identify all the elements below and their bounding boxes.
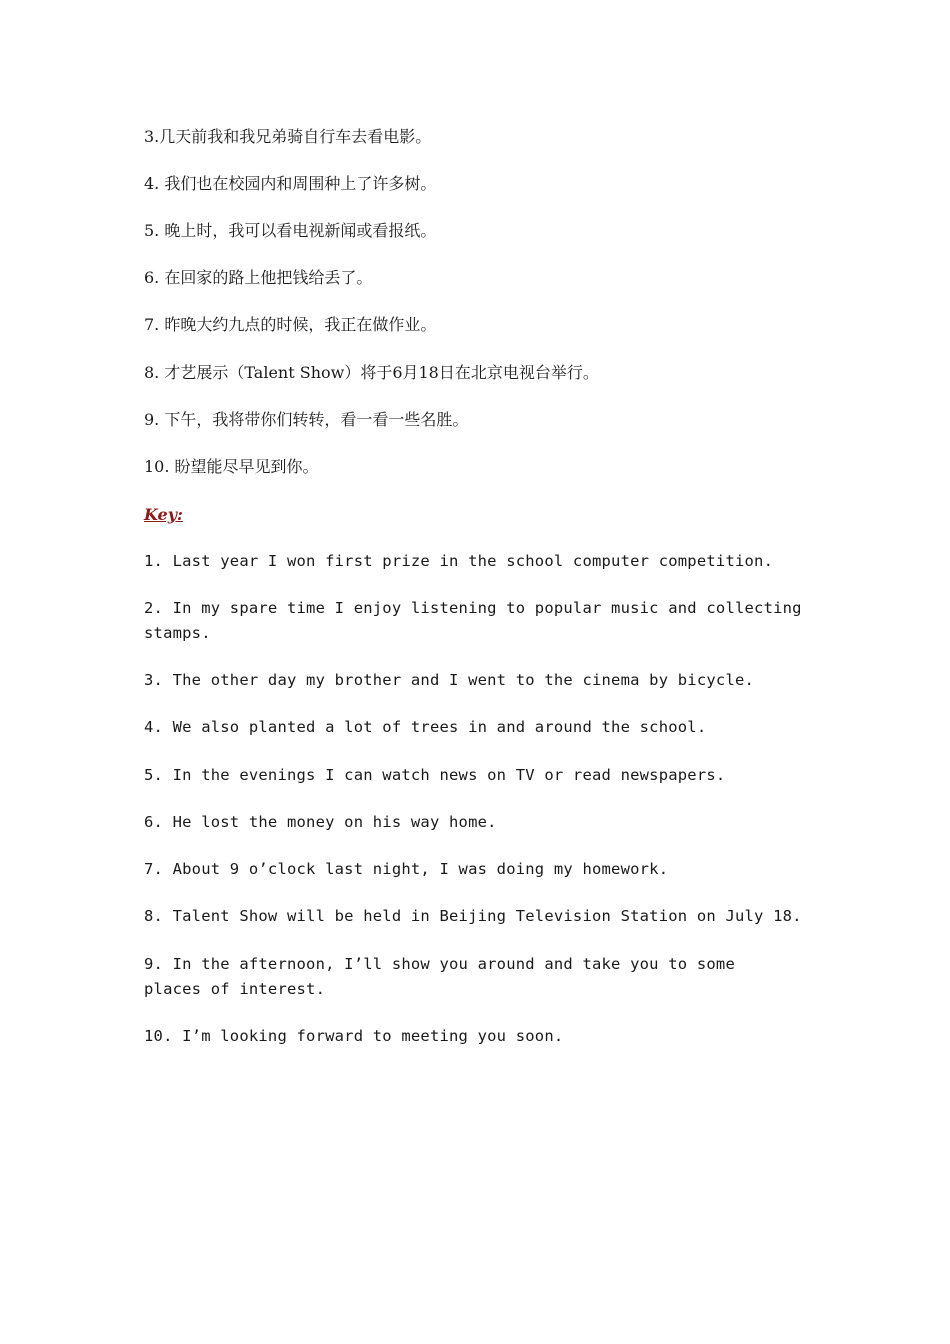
key-answer-5: 5. In the evenings I can watch news on TV or read newspapers.: [144, 766, 726, 784]
chinese-sentence-9: 9. 下午，我将带你们转转，看一看一些名胜。: [144, 410, 469, 429]
key-answer-6: 6. He lost the money on his way home.: [144, 813, 497, 831]
key-answer-2-continued: stamps.: [144, 624, 211, 642]
key-heading: Key:: [144, 505, 183, 524]
chinese-sentence-3: 3.几天前我和我兄弟骑自行车去看电影。: [144, 127, 432, 146]
key-answer-1: 1. Last year I won first prize in the school computer competition.: [144, 552, 774, 570]
chinese-sentence-5: 5. 晚上时，我可以看电视新闻或看报纸。: [144, 221, 437, 240]
chinese-sentence-7: 7. 昨晚大约九点的时候，我正在做作业。: [144, 315, 437, 334]
key-answer-8: 8. Talent Show will be held in Beijing Television Station on July 18.: [144, 907, 802, 925]
chinese-sentence-6: 6. 在回家的路上他把钱给丢了。: [144, 268, 373, 287]
key-answer-10: 10. I’m looking forward to meeting you soon.: [144, 1027, 564, 1045]
key-answer-9-continued: places of interest.: [144, 980, 326, 998]
chinese-sentence-4: 4. 我们也在校园内和周围种上了许多树。: [144, 174, 437, 193]
chinese-sentence-10: 10. 盼望能尽早见到你。: [144, 457, 319, 476]
key-answer-3: 3. The other day my brother and I went to the cinema by bicycle.: [144, 671, 755, 689]
key-answer-4: 4. We also planted a lot of trees in and around the school.: [144, 718, 707, 736]
key-answer-9: 9. In the afternoon, I’ll show you around and take you to some: [144, 955, 735, 973]
key-answer-7: 7. About 9 o’clock last night, I was doing my homework.: [144, 860, 669, 878]
chinese-sentence-8: 8. 才艺展示（Talent Show）将于6月18日在北京电视台举行。: [144, 363, 599, 382]
key-answer-2: 2. In my spare time I enjoy listening to popular music and collecting: [144, 599, 802, 617]
